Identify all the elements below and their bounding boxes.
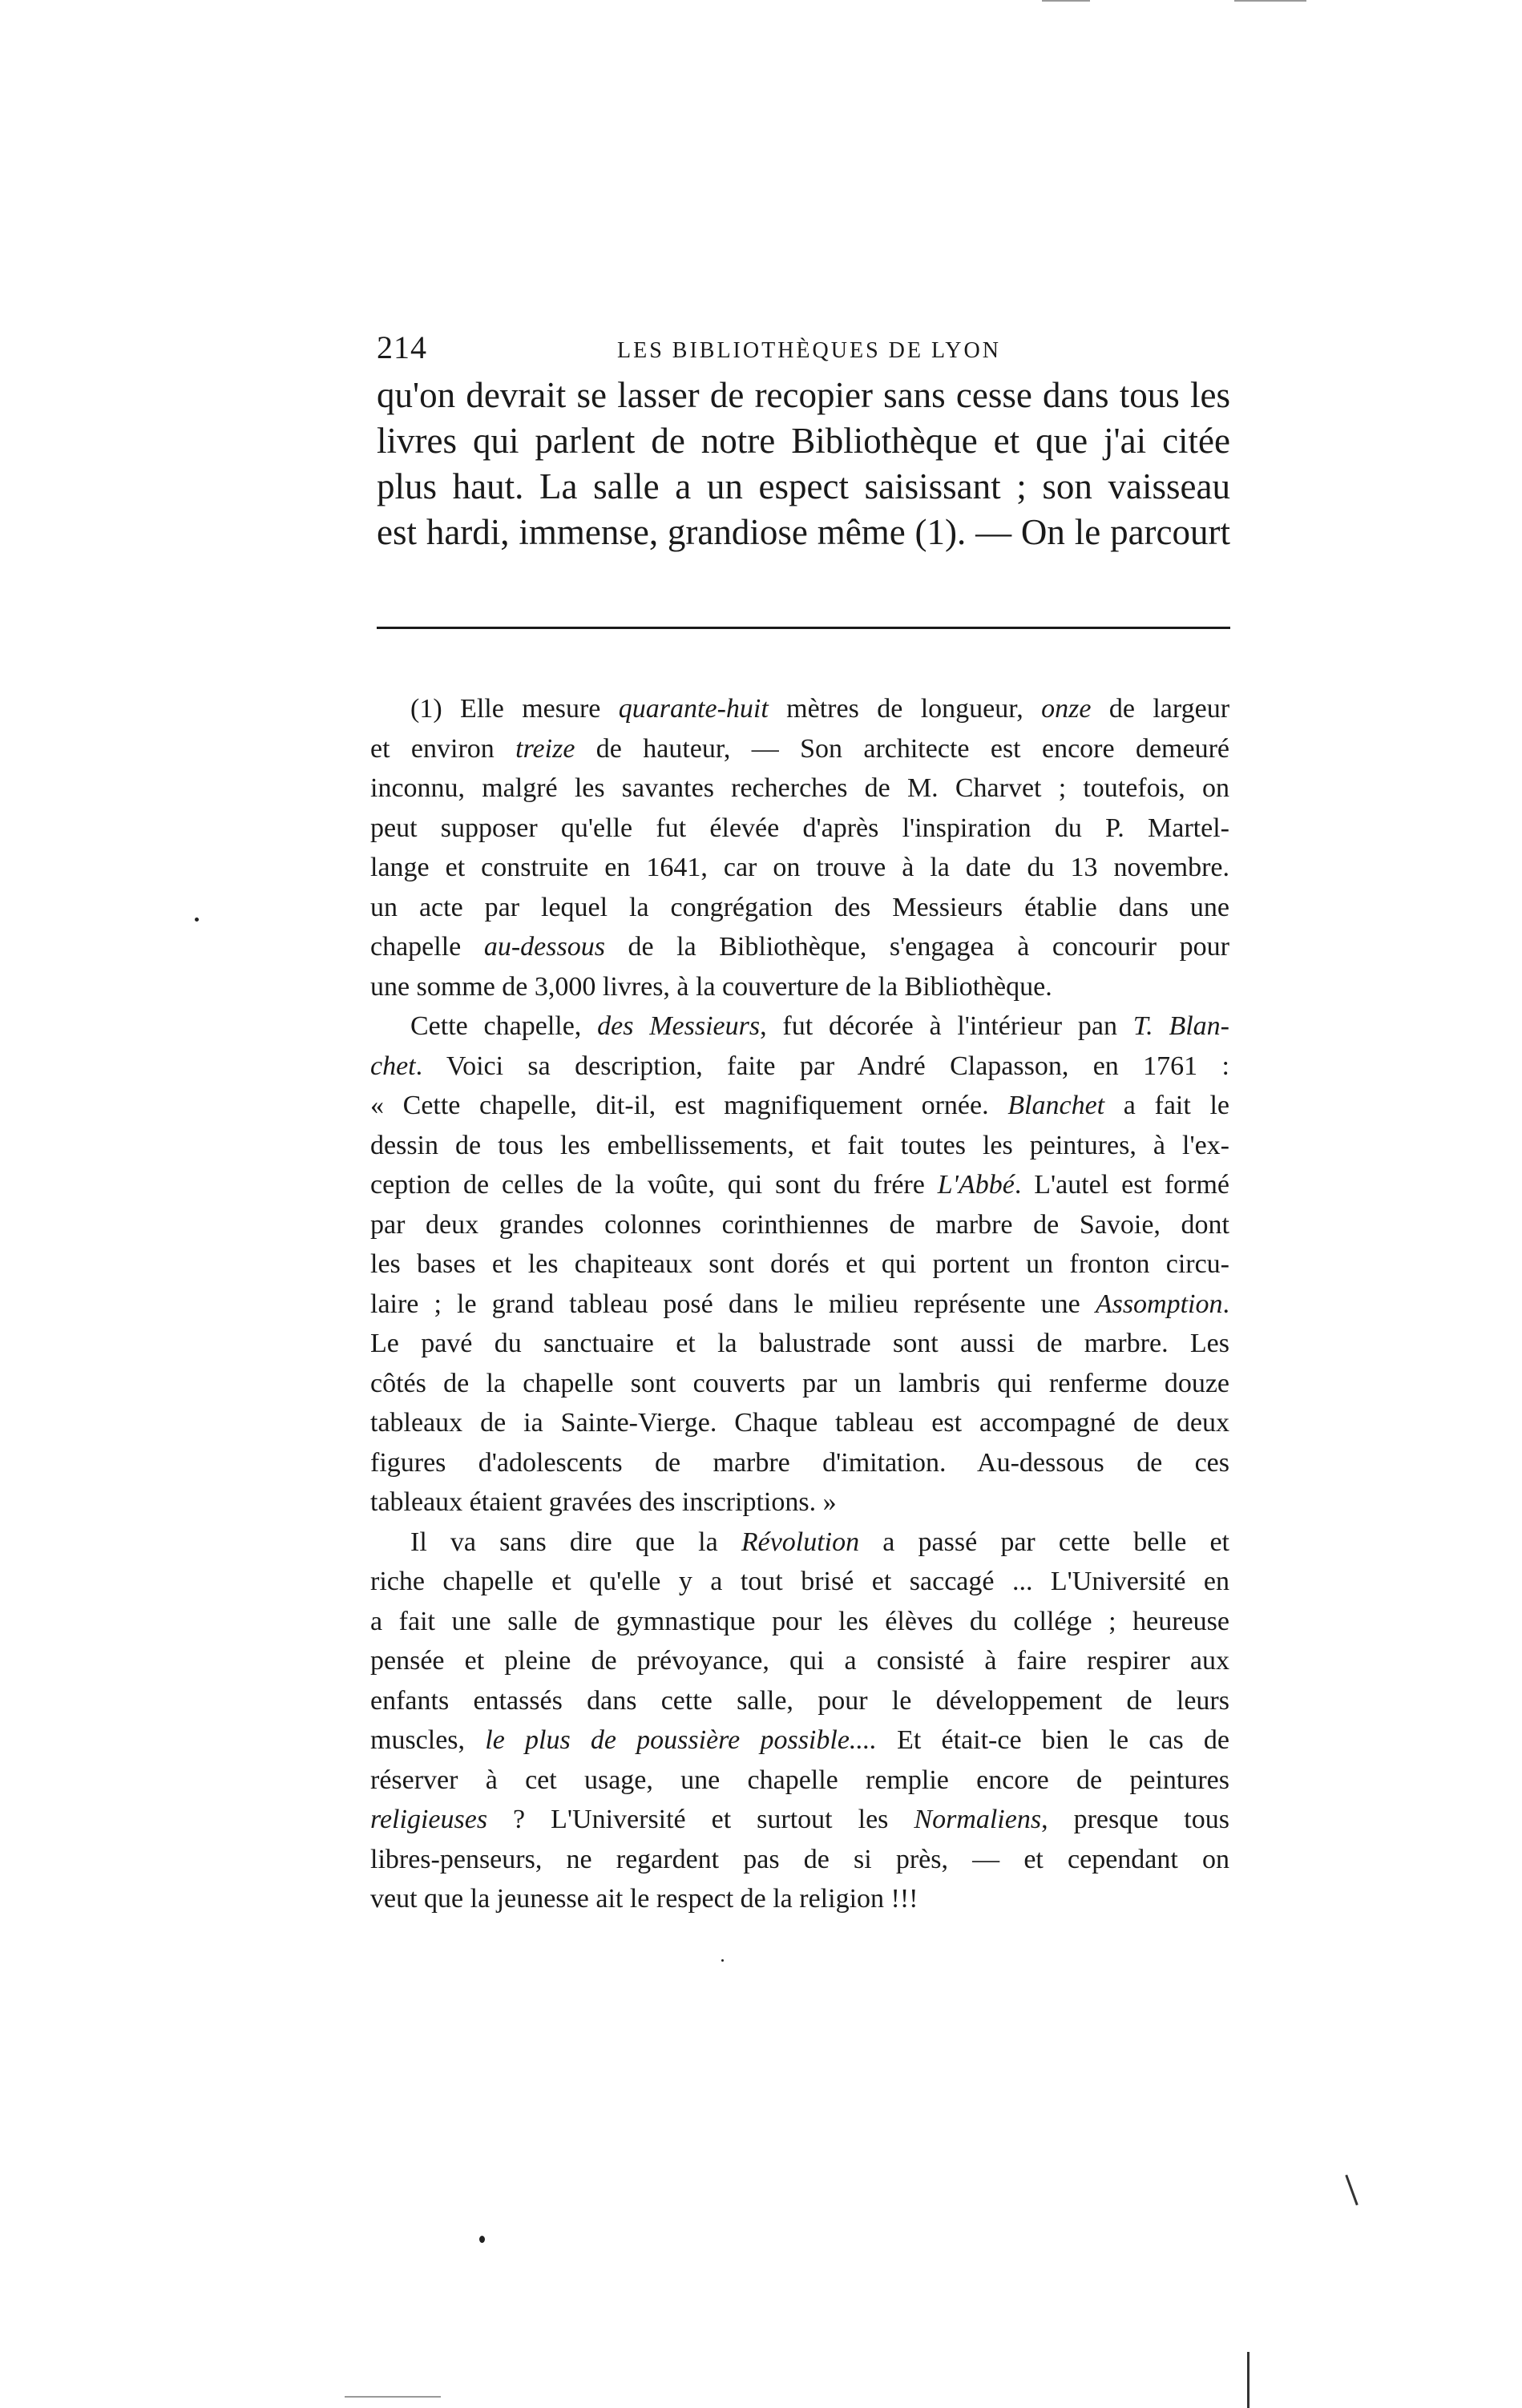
footnote-line bbox=[370, 1047, 1229, 1087]
italic-text: Blanchet bbox=[1007, 1091, 1105, 1120]
footnote-rule bbox=[377, 627, 1230, 629]
text-run: muscles, bbox=[370, 1725, 486, 1755]
text-run: , fut décorée à l'intérieur pan bbox=[760, 1011, 1133, 1041]
running-title: LES BIBLIOTHÈQUES DE LYON bbox=[617, 338, 1001, 363]
footnote-line bbox=[370, 1602, 1229, 1642]
footnote-line bbox=[370, 1482, 1229, 1523]
footnote-line bbox=[370, 888, 1229, 928]
print-speck bbox=[195, 918, 199, 922]
text-run: chapelle bbox=[370, 932, 484, 962]
italic-text: L'Abbé bbox=[937, 1170, 1015, 1200]
italic-text: religieuses bbox=[370, 1805, 488, 1834]
text-run: (1) Elle mesure bbox=[410, 694, 619, 724]
footnote-line bbox=[370, 848, 1229, 888]
footnote-line bbox=[370, 1681, 1229, 1721]
footnote-line bbox=[370, 1403, 1229, 1443]
scan-edge-mark bbox=[345, 2396, 441, 2398]
text-run: Cette chapelle, bbox=[410, 1011, 598, 1041]
text-run: a fait le bbox=[1104, 1091, 1229, 1120]
text-run: lange et construite en 1641, car on trouve à la date du 13 novembre. bbox=[370, 853, 1229, 882]
text-run: de la Bibliothèque, s'engagea à concourir pour bbox=[604, 932, 1229, 962]
footnote-line bbox=[370, 1562, 1229, 1602]
main-text bbox=[377, 373, 1230, 555]
italic-text: Normaliens bbox=[914, 1805, 1042, 1834]
text-run: Le pavé du sanctuaire et la balustrade sont aussi de marbre. Les bbox=[370, 1329, 1229, 1358]
footnote-line bbox=[370, 689, 1229, 729]
footnote-line bbox=[370, 1285, 1229, 1325]
scan-edge-mark bbox=[1345, 2175, 1358, 2206]
italic-text: des Messieurs bbox=[597, 1011, 761, 1041]
text-run: Et était-ce bien le cas de bbox=[876, 1725, 1229, 1755]
print-speck bbox=[721, 1959, 724, 1962]
text-run: côtés de la chapelle sont couverts par un lambris qui renferme douze bbox=[370, 1368, 1229, 1398]
text-run: . Voici sa description, faite par André Clapasson, en 1761 : bbox=[415, 1051, 1229, 1081]
text-run: et environ bbox=[370, 733, 516, 764]
footnote-line bbox=[370, 967, 1229, 1007]
text-run: veut que la jeunesse ait le respect de la religion !!! bbox=[370, 1884, 918, 1914]
text-run: un acte par lequel la congrégation des Messieurs établie dans une bbox=[370, 892, 1229, 922]
text-run: ception de celles de la voûte, qui sont du frére bbox=[370, 1170, 938, 1200]
text-run: Il va sans dire que la bbox=[410, 1527, 741, 1557]
footnote-line bbox=[370, 1364, 1229, 1404]
footnote-line bbox=[370, 1006, 1229, 1047]
italic-text: au-dessous bbox=[483, 932, 605, 962]
footnote-line bbox=[370, 1641, 1229, 1681]
text-run: de largeur bbox=[1091, 694, 1230, 724]
footnote-line bbox=[370, 1165, 1229, 1205]
text-run: mètres de longueur, bbox=[768, 694, 1042, 724]
scan-edge-mark bbox=[1042, 0, 1090, 2]
text-run: une somme de 3,000 livres, à la couverture de la Bibliothèque. bbox=[370, 971, 1052, 1002]
footnote bbox=[370, 689, 1229, 1919]
main-text-line: plus haut. La salle a un espect saisissant ; son vaisseau bbox=[377, 466, 1230, 506]
text-run: , presque tous bbox=[1041, 1805, 1229, 1834]
text-run: tableaux de ia Sainte-Vierge. Chaque tableau est accompagné de deux bbox=[370, 1408, 1229, 1438]
italic-text: Assomption bbox=[1095, 1289, 1223, 1319]
text-run: dessin de tous les embellissements, et fait toutes les peintures, à l'ex- bbox=[370, 1130, 1229, 1160]
text-run: figures d'adolescents de marbre d'imitation. Au-dessous de ces bbox=[370, 1447, 1229, 1478]
text-run: pensée et pleine de prévoyance, qui a consisté à faire respirer aux bbox=[370, 1646, 1229, 1676]
italic-text: onze bbox=[1041, 694, 1092, 724]
footnote-line bbox=[370, 1086, 1229, 1126]
text-run: les bases et les chapiteaux sont dorés et qui portent un fronton circu- bbox=[370, 1249, 1229, 1279]
print-speck bbox=[479, 2236, 485, 2243]
footnote-line bbox=[370, 1244, 1229, 1285]
text-run: peut supposer qu'elle fut élevée d'après l'inspiration du P. Martel- bbox=[370, 813, 1229, 843]
text-run: . L'autel est formé bbox=[1014, 1170, 1230, 1200]
italic-text: chet bbox=[370, 1051, 416, 1081]
scan-edge-mark bbox=[1247, 2352, 1249, 2408]
footnote-line bbox=[370, 1126, 1229, 1166]
text-run: a fait une salle de gymnastique pour les élèves du collége ; heureuse bbox=[370, 1606, 1229, 1636]
page-number: 214 bbox=[377, 329, 427, 365]
text-run: réserver à cet usage, une chapelle remplie encore de peintures bbox=[370, 1765, 1229, 1795]
text-run: de hauteur, — Son architecte est encore demeuré bbox=[575, 733, 1229, 764]
italic-text: quarante-huit bbox=[618, 694, 769, 724]
text-run: libres-penseurs, ne regardent pas de si près, — et cependant on bbox=[370, 1844, 1229, 1874]
text-run: riche chapelle et qu'elle y a tout brisé et saccagé ... L'Université en bbox=[370, 1567, 1229, 1596]
footnote-line bbox=[370, 927, 1229, 967]
footnote-line bbox=[370, 1800, 1229, 1840]
main-text-line: livres qui parlent de notre Bibliothèque et que j'ai citée bbox=[377, 421, 1230, 461]
italic-text: treize bbox=[515, 733, 575, 764]
text-run: par deux grandes colonnes corinthiennes de marbre de Savoie, dont bbox=[370, 1209, 1229, 1240]
footnote-line bbox=[370, 1443, 1229, 1483]
main-text-line: qu'on devrait se lasser de recopier sans cesse dans tous les bbox=[377, 375, 1230, 415]
italic-text: Révolution bbox=[741, 1527, 860, 1557]
text-run: laire ; le grand tableau posé dans le milieu représente une bbox=[370, 1289, 1096, 1319]
footnote-line bbox=[370, 809, 1229, 849]
footnote-line bbox=[370, 1879, 1229, 1919]
italic-text: le plus de poussière possible.... bbox=[485, 1725, 877, 1755]
footnote-line bbox=[370, 1761, 1229, 1801]
main-text-line: est hardi, immense, grandiose même (1). — On le parcourt bbox=[377, 512, 1230, 552]
text-run: a passé par cette belle et bbox=[859, 1527, 1229, 1557]
text-run: inconnu, malgré les savantes recherches de M. Charvet ; toutefois, on bbox=[370, 773, 1229, 803]
page-header bbox=[377, 329, 1230, 377]
footnote-line bbox=[370, 1840, 1229, 1880]
footnote-line bbox=[370, 729, 1229, 769]
text-run: tableaux étaient gravées des inscriptions. » bbox=[370, 1487, 837, 1517]
footnote-line bbox=[370, 1205, 1229, 1245]
text-run: « Cette chapelle, dit-il, est magnifiquement ornée. bbox=[370, 1091, 1008, 1120]
text-run: enfants entassés dans cette salle, pour le développement de leurs bbox=[370, 1685, 1229, 1716]
footnote-line bbox=[370, 1523, 1229, 1563]
footnote-line bbox=[370, 1324, 1229, 1364]
text-run: ? L'Université et surtout les bbox=[487, 1805, 914, 1834]
footnote-line bbox=[370, 768, 1229, 809]
scan-edge-mark bbox=[1234, 0, 1306, 2]
italic-text: T. Blan- bbox=[1132, 1011, 1229, 1041]
footnote-line bbox=[370, 1720, 1229, 1761]
text-run: . bbox=[1222, 1289, 1229, 1319]
